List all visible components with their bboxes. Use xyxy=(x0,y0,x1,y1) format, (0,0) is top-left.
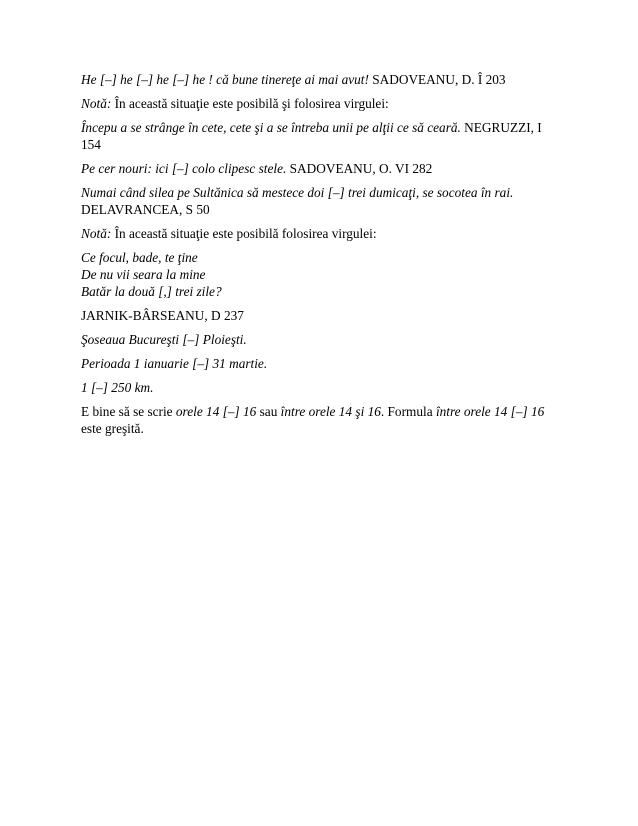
final-text: este greşită. xyxy=(81,421,144,436)
final-paragraph xyxy=(81,403,551,437)
note-label: Notă: xyxy=(81,96,112,111)
example-sadoveanu-d xyxy=(81,71,551,88)
note-paragraph xyxy=(81,225,551,242)
example-period: Perioada 1 ianuarie [–] 31 martie. xyxy=(81,356,268,371)
final-italic: între orele 14 şi 16 xyxy=(280,404,381,419)
note-text: În această situaţie este posibilă folosirea virgulei: xyxy=(111,226,377,241)
citation: DELAVRANCEA, S 50 xyxy=(81,202,210,217)
citation: SADOVEANU, D. Î 203 xyxy=(368,72,506,87)
note-label: Notă: xyxy=(81,226,112,241)
verse-citation: JARNIK-BÂRSEANU, D 237 xyxy=(81,308,244,323)
example-sadoveanu-o xyxy=(81,160,551,177)
citation: SADOVEANU, O. VI 282 xyxy=(286,161,433,176)
final-text: sau xyxy=(256,404,281,419)
citation: NEGRUZZI, I 154 xyxy=(81,120,542,152)
example-delavrancea xyxy=(81,184,551,218)
example-distance: 1 [–] 250 km. xyxy=(81,380,154,395)
verse-line: De nu vii seara la mine xyxy=(81,267,206,282)
verse-line: Batăr la două [,] trei zile? xyxy=(81,284,222,299)
final-text: E bine să se scrie xyxy=(81,404,176,419)
final-italic: orele 14 [–] 16 xyxy=(175,404,257,419)
verse-block xyxy=(81,249,551,300)
example-road: Şoseaua Bucureşti [–] Ploieşti. xyxy=(81,332,247,347)
example-negruzzi xyxy=(81,119,551,153)
final-text: . Formula xyxy=(380,404,436,419)
quote-text: Începu a se strânge în cete, cete şi a se întreba unii pe alţii ce să ceară. xyxy=(81,120,461,135)
quote-text: Numai când silea pe Sultănica să mestece doi [–] trei dumicaţi, se socotea în rai. xyxy=(81,185,514,200)
final-italic: între orele 14 [–] 16 xyxy=(435,404,545,419)
verse-line: Ce focul, bade, te ţine xyxy=(81,250,198,265)
quote-text: Pe cer nouri: ici [–] colo clipesc stele. xyxy=(81,161,287,176)
note-text: În această situaţie este posibilă şi folosirea virgulei: xyxy=(111,96,389,111)
document-page xyxy=(81,71,551,444)
note-paragraph xyxy=(81,95,551,112)
quote-text: He [–] he [–] he [–] he ! că bune tinereţe ai mai avut! xyxy=(81,72,369,87)
